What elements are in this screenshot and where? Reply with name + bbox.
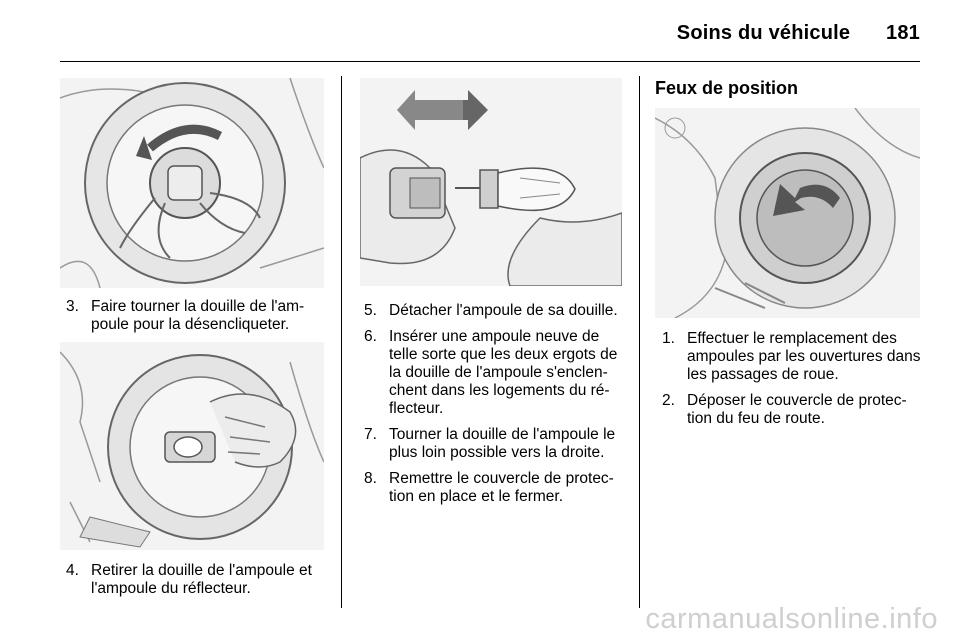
steps-col3 [662, 330, 924, 436]
step-text: Détacher l'ampoule de sa douille. [389, 302, 618, 319]
step-number: 8. [364, 470, 377, 487]
figure-socket-remove [60, 342, 324, 550]
step-7 [364, 426, 626, 462]
step-text: Tourner la douille de l'ampoule le plus loin possible vers la droite. [389, 426, 616, 461]
cover-removal-illustration [655, 108, 920, 318]
step-number: 1. [662, 330, 675, 347]
socket-rotate-illustration [60, 78, 324, 288]
step-text: Faire tourner la douille de l'am-poule pour la désencliqueter. [91, 298, 305, 333]
column-divider-1 [341, 76, 342, 608]
step-text: Remettre le couvercle de protec-tion en place et le fermer. [389, 470, 614, 505]
column-divider-2 [639, 76, 640, 608]
bulb-detach-illustration [360, 78, 622, 286]
step-text: Effectuer le remplacement des ampoules par les ouvertures dans les passages de roue. [687, 330, 921, 383]
step-text: Insérer une ampoule neuve de telle sorte que les deux ergots de la douille de l'ampoule s'enclen-chent dans les logements du ré-flecteur. [389, 328, 618, 417]
step-text: Retirer la douille de l'ampoule et l'ampoule du réflecteur. [91, 562, 312, 597]
steps-col1-b [66, 562, 328, 606]
watermark: carmanualsonline.info [645, 603, 938, 635]
step-number: 3. [66, 298, 79, 315]
step-3 [66, 298, 328, 334]
page-header [677, 22, 920, 45]
step-5 [364, 302, 626, 320]
header-rule [60, 61, 920, 62]
step-number: 7. [364, 426, 377, 443]
steps-col1-a [66, 298, 328, 342]
section-title: Feux de position [655, 78, 799, 98]
step-number: 2. [662, 392, 675, 409]
step-6 [364, 328, 626, 418]
step-number: 6. [364, 328, 377, 345]
step-text: Déposer le couvercle de protec-tion du feu de route. [687, 392, 907, 427]
step-number: 4. [66, 562, 79, 579]
steps-col2 [364, 302, 626, 514]
page-number: 181 [886, 22, 920, 44]
figure-bulb-detach [360, 78, 622, 286]
figure-socket-rotate [60, 78, 324, 288]
step-number: 5. [364, 302, 377, 319]
step-2 [662, 392, 924, 428]
step-8 [364, 470, 626, 506]
socket-remove-illustration [60, 342, 324, 550]
page-title: Soins du véhicule [676, 22, 851, 44]
figure-cover-removal [655, 108, 920, 318]
step-1 [662, 330, 924, 384]
arrow-left-icon [397, 90, 463, 130]
step-4 [66, 562, 328, 598]
